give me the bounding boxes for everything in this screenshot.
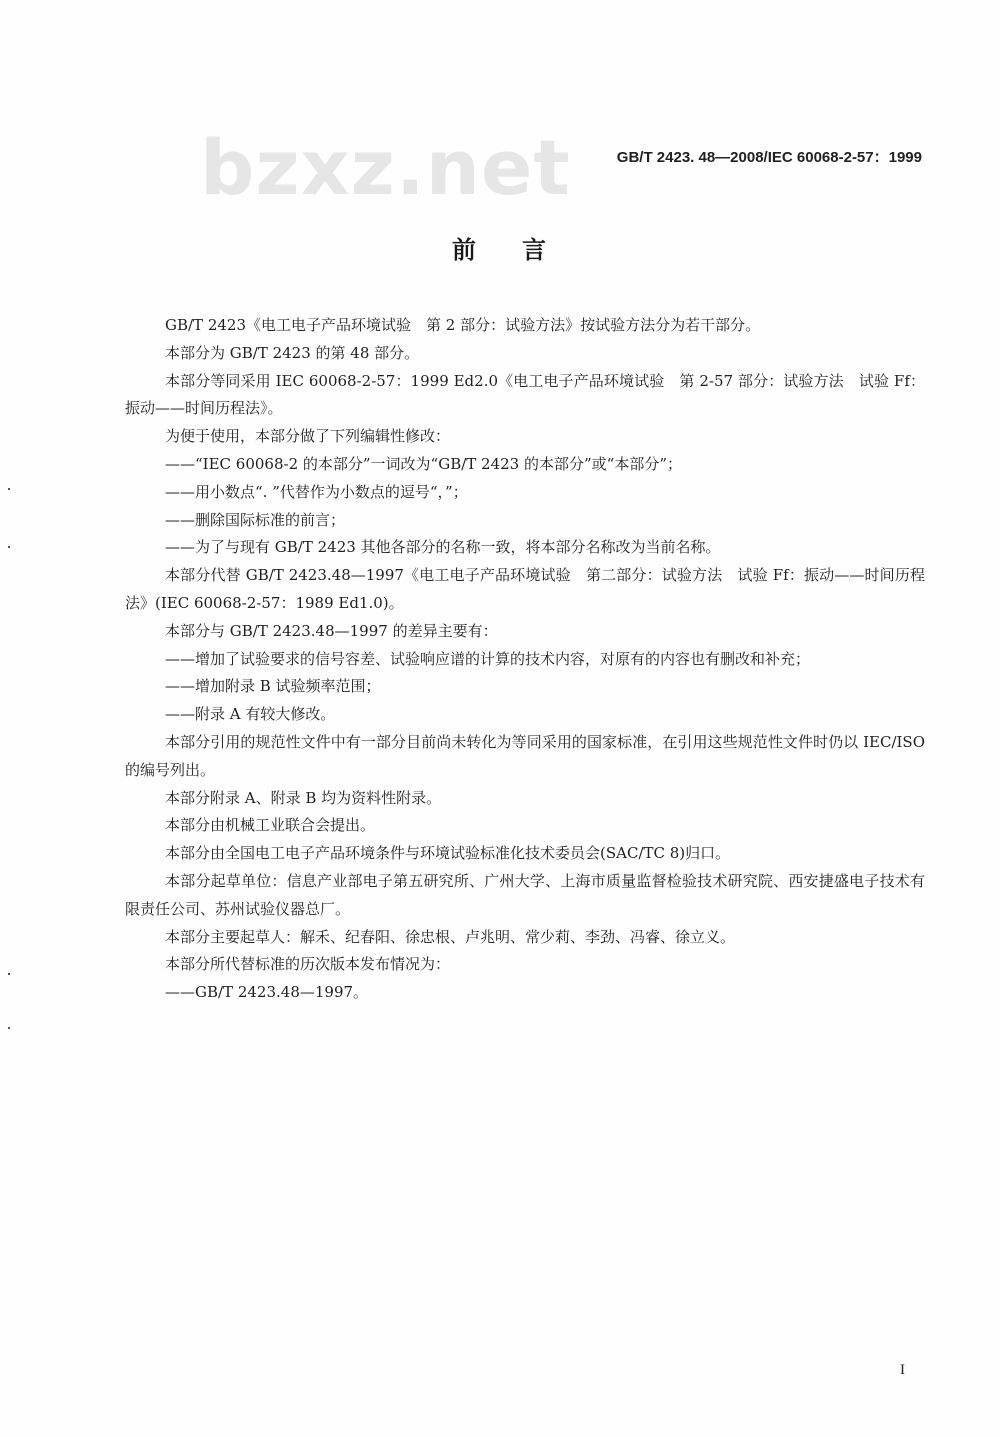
paragraph: 本部分与 GB/T 2423.48—1997 的差异主要有：: [165, 621, 498, 640]
list-item: ——为了与现有 GB/T 2423 其他各部分的名称一致，将本部分名称改为当前名称。: [165, 538, 721, 557]
foreword-body: [125, 312, 925, 1007]
title-char-1: 前: [452, 236, 478, 264]
paragraph: 本部分由机械工业联合会提出。: [165, 816, 376, 835]
list-item: ——用小数点“. ”代替作为小数点的逗号“，”；: [165, 482, 468, 501]
list-item: ——增加了试验要求的信号容差、试验响应谱的计算的技术内容，对原有的内容也有删改和补充；: [165, 649, 811, 668]
paragraph: 本部分为 GB/T 2423 的第 48 部分。: [165, 343, 420, 362]
list-item: ——增加附录 B 试验频率范围；: [165, 677, 381, 696]
scan-speck: [8, 1027, 10, 1029]
title-char-2: 言: [522, 236, 548, 264]
paragraph: GB/T 2423《电工电子产品环境试验 第 2 部分：试验方法》按试验方法分为若干部分。: [165, 316, 761, 334]
standard-code: GB/T 2423. 48—2008/IEC 60068-2-57：1999: [616, 149, 922, 166]
paragraph: 本部分由全国电工电子产品环境条件与环境试验标准化技术委员会(SAC/TC 8)归口。: [165, 844, 731, 863]
watermark-logo: bzxz.net: [200, 123, 571, 212]
list-item: ——删除国际标准的前言；: [165, 510, 346, 529]
paragraph: 本部分所代替标准的历次版本发布情况为：: [165, 955, 451, 974]
page-number: I: [900, 1362, 905, 1378]
scan-speck: [8, 546, 10, 548]
paragraph: 本部分附录 A、附录 B 均为资料性附录。: [165, 788, 442, 807]
paragraph: 本部分主要起草人：解禾、纪春阳、徐忠根、卢兆明、常少莉、李劲、冯睿、徐立义。: [165, 927, 736, 946]
scan-speck: [8, 488, 10, 490]
list-item: ——GB/T 2423.48—1997。: [165, 983, 369, 1002]
list-item: ——附录 A 有较大修改。: [165, 705, 336, 724]
list-item: ——“IEC 60068-2 的本部分”一词改为“GB/T 2423 的本部分”或“本部分”；: [165, 454, 683, 473]
scan-speck: [8, 973, 10, 975]
paragraph: 本部分代替 GB/T 2423.48—1997《电工电子产品环境试验 第二部分：试验方法 试验 Ff：振动——时间历程法》(IEC 60068-2-57：1989 Ed1.0)。: [125, 566, 925, 612]
paragraph: 为便于使用，本部分做了下列编辑性修改：: [165, 427, 451, 446]
paragraph: 本部分引用的规范性文件中有一部分目前尚未转化为等同采用的国家标准，在引用这些规范性文件时仍以 IEC/ISO 的编号列出。: [125, 732, 925, 779]
paragraph: 本部分等同采用 IEC 60068-2-57：1999 Ed2.0《电工电子产品环境试验 第 2-57 部分：试验方法 试验 Ff：振动——时间历程法》。: [125, 371, 925, 418]
page-title: [0, 230, 1000, 265]
paragraph: 本部分起草单位：信息产业部电子第五研究所、广州大学、上海市质量监督检验技术研究院、西安捷盛电子技术有限责任公司、苏州试验仪器总厂。: [125, 871, 925, 918]
